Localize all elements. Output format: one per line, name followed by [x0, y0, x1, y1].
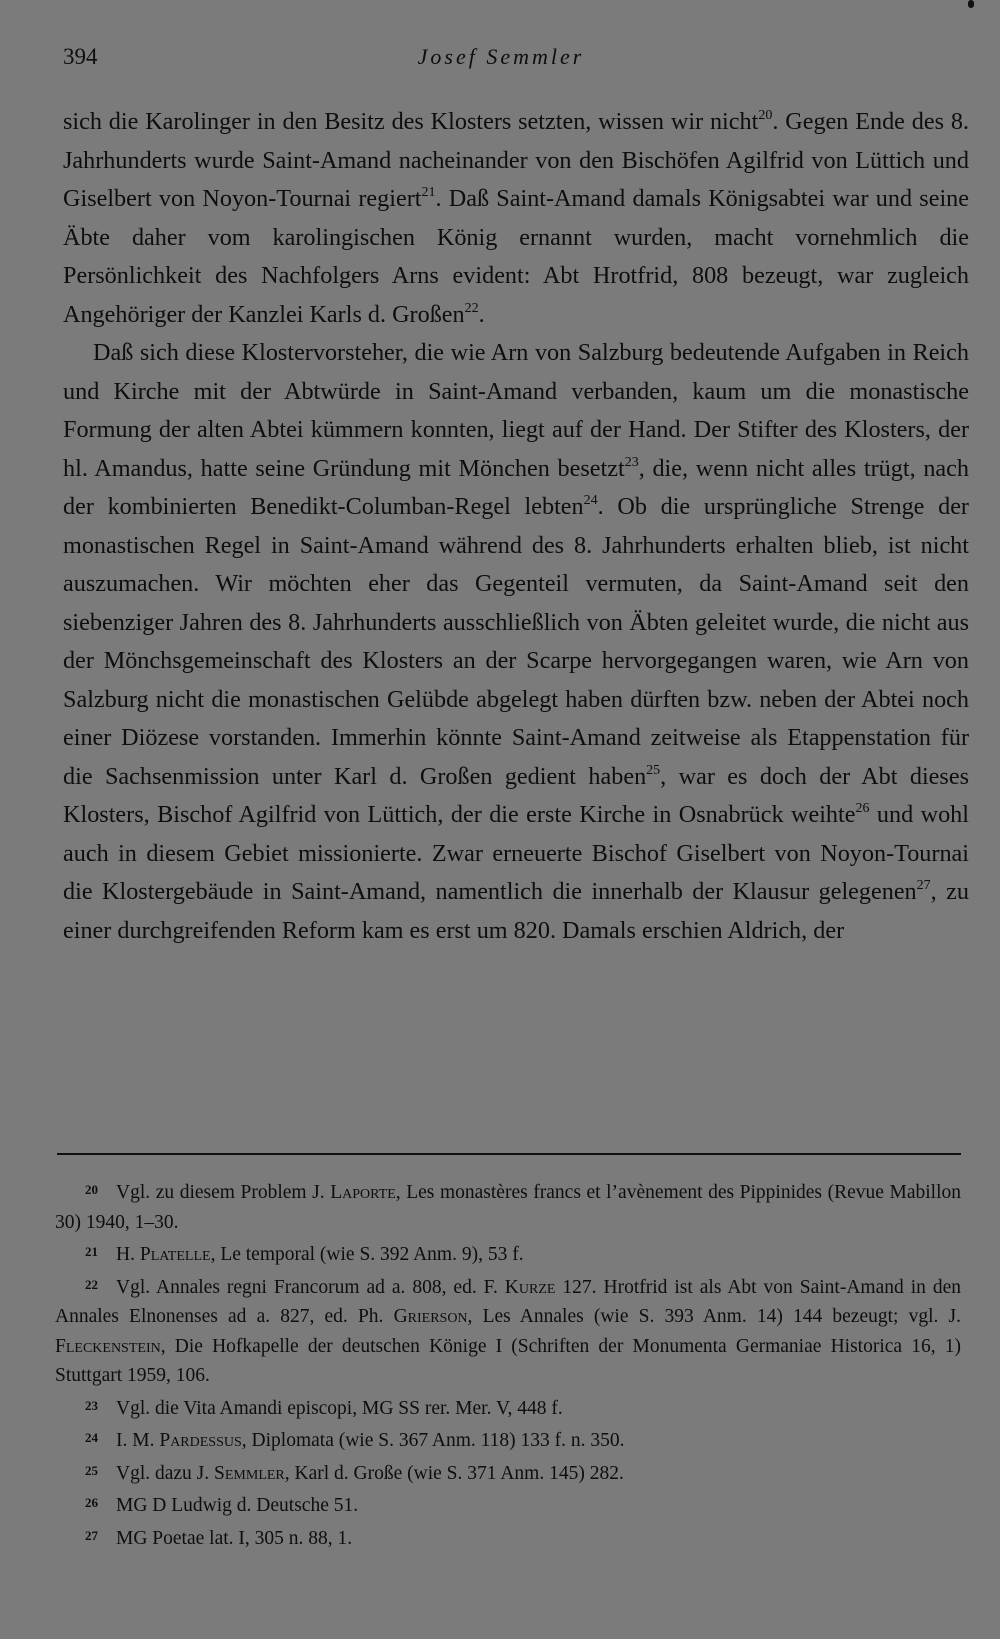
footnote-reference: 21 [421, 185, 436, 200]
text-run: I. M. [116, 1430, 160, 1451]
text-run: und wohl auch in diesem Gebiet missionierte. Zwar erneuerte Bischof Giselbert von Noyon-Tournai die Klostergebäude in Saint-Amand, namentlich die innerhalb der Klausur gelegenen [63, 801, 969, 905]
page-number: 394 [63, 44, 98, 69]
text-run: H. [116, 1244, 140, 1265]
footnote-reference: 22 [464, 300, 479, 316]
text-run: , war es doch der Abt dieses Klosters, Bischof Agilfrid von Lüttich, der die erste Kirche in Osnabrück weihte [63, 762, 969, 828]
author-name: Laporte [330, 1182, 396, 1203]
text-run: . Ob die ursprüngliche Strenge der monastischen Regel in Saint-Amand während des 8. Jahrhunderts erhalten blieb, ist nicht auszumachen. Wir möchten eher das Gegenteil vermuten, da Saint-Amand seit den siebenziger Jahren des 8. Jahrhunderts ausschließlich von Äbten geleitet wurde, die nicht aus der Mönchsgemeinschaft des Klosters an der Scarpe hervorgegangen waren, wie Arn von Salzburg nicht die monastischen Gelübde abgelegt haben dürften bzw. neben der Abtei noch einer Diözese vorstanden. Immerhin könnte Saint-Amand zeitweise als Etappenstation für die Sachsenmission unter Karl d. Großen gedient haben [63, 493, 969, 790]
text-run: , die, wenn nicht alles trügt, nach der kombinierten Benedikt-Columban-Regel lebten [63, 454, 969, 520]
text-run: , Les Annales (wie S. 393 Anm. 14) 144 bezeugt; vgl. J. [467, 1306, 961, 1327]
main-text [63, 103, 969, 950]
footnote-number: 25 [85, 1462, 98, 1478]
text-run: Vgl. Annales regni Francorum ad a. 808, ed. F. [116, 1276, 505, 1298]
footnote-reference: 20 [758, 108, 773, 123]
footnote-reference: 27 [916, 878, 931, 893]
paragraph-2 [63, 334, 969, 950]
text-run: , Die Hofkapelle der deutschen Könige I (Schriften der Monumenta Germaniae Historica 16, 1) Stuttgart 1959, 106. [55, 1335, 961, 1386]
text-run: sich die Karolinger in den Besitz des Klosters setzten, wissen wir nicht [63, 108, 759, 135]
text-run: Vgl. zu diesem Problem J. [116, 1182, 331, 1203]
footnote-20 [55, 1175, 961, 1237]
footnote-27 [55, 1521, 961, 1554]
author-name: Fleckenstein [55, 1335, 161, 1357]
footnote-number: 22 [85, 1276, 98, 1292]
footnote-24 [55, 1423, 961, 1456]
running-head: Josef Semmler [417, 44, 585, 69]
text-run: . [478, 300, 485, 328]
author-name: Pardessus [159, 1430, 242, 1451]
text-run: , Diplomata (wie S. 367 Anm. 118) 133 f. n. 350. [241, 1430, 625, 1451]
footnote-reference: 26 [855, 801, 870, 816]
author-name: Platelle [139, 1244, 211, 1265]
footnotes [55, 1175, 961, 1553]
footnote-number: 21 [85, 1244, 98, 1259]
footnote-25 [55, 1456, 961, 1489]
page-header [63, 44, 939, 76]
footnote-26 [55, 1488, 961, 1521]
text-run: . Gegen Ende des 8. Jahrhunderts wurde Saint-Amand nacheinander von den Bischöfen Agilfrid von Lüttich und Giselbert von Noyon-Tournai regiert [63, 108, 969, 212]
text-run: Vgl. die Vita Amandi episcopi, MG SS rer. Mer. V, 448 f. [116, 1397, 563, 1419]
text-run: , zu einer durchgreifenden Reform kam es erst um 820. Damals erschien Aldrich, der [63, 878, 969, 944]
footnote-number: 20 [85, 1182, 98, 1197]
footnote-number: 26 [85, 1495, 98, 1510]
author-name: Semmler [214, 1462, 285, 1484]
footnote-23 [55, 1391, 961, 1424]
footnote-separator [57, 1153, 961, 1155]
footnote-number: 23 [85, 1397, 98, 1413]
footnote-reference: 23 [624, 454, 639, 470]
text-run: , Les monastères francs et l’avènement des Pippinides (Revue Mabillon 30) 1940, 1–30. [55, 1182, 961, 1233]
footnote-number: 24 [85, 1430, 98, 1445]
footnote-number: 27 [85, 1527, 98, 1543]
text-run: MG Poetae lat. I, 305 n. 88, 1. [116, 1527, 353, 1549]
footnote-22 [55, 1270, 961, 1391]
footnote-reference: 24 [583, 493, 598, 508]
corner-mark [968, 0, 974, 8]
text-run: . Daß Saint-Amand damals Königsabtei war und seine Äbte daher vom karolingischen König ernannt wurden, macht vornehmlich die Persönlichkeit des Nachfolgers Arns evident: Abt Hrotfrid, 808 bezeugt, war zugleich Angehöriger der Kanzlei Karls d. Großen [63, 185, 969, 328]
paragraph-1 [63, 103, 969, 334]
text-run: 127. Hrotfrid ist als Abt von Saint-Amand in den Annales Elnonenses ad a. 827, ed. Ph. [55, 1276, 961, 1327]
text-run: , Karl d. Große (wie S. 371 Anm. 145) 282. [284, 1462, 624, 1484]
author-name: Kurze [504, 1276, 556, 1298]
footnote-reference: 25 [646, 762, 661, 778]
text-run: Daß sich diese Klostervorsteher, die wie Arn von Salzburg bedeutende Aufgaben in Reich und Kirche mit der Abtwürde in Saint-Amand verbanden, kaum um die monastische Formung der alten Abtei kümmern konnten, liegt auf der Hand. Der Stifter des Klosters, der hl. Amandus, hatte seine Gründung mit Mönchen besetzt [63, 339, 969, 482]
text-run: Vgl. dazu J. [116, 1462, 215, 1484]
author-name: Grierson [393, 1306, 468, 1327]
text-run: , Le temporal (wie S. 392 Anm. 9), 53 f. [210, 1244, 524, 1265]
footnote-21 [55, 1237, 961, 1270]
text-run: MG D Ludwig d. Deutsche 51. [116, 1495, 359, 1516]
